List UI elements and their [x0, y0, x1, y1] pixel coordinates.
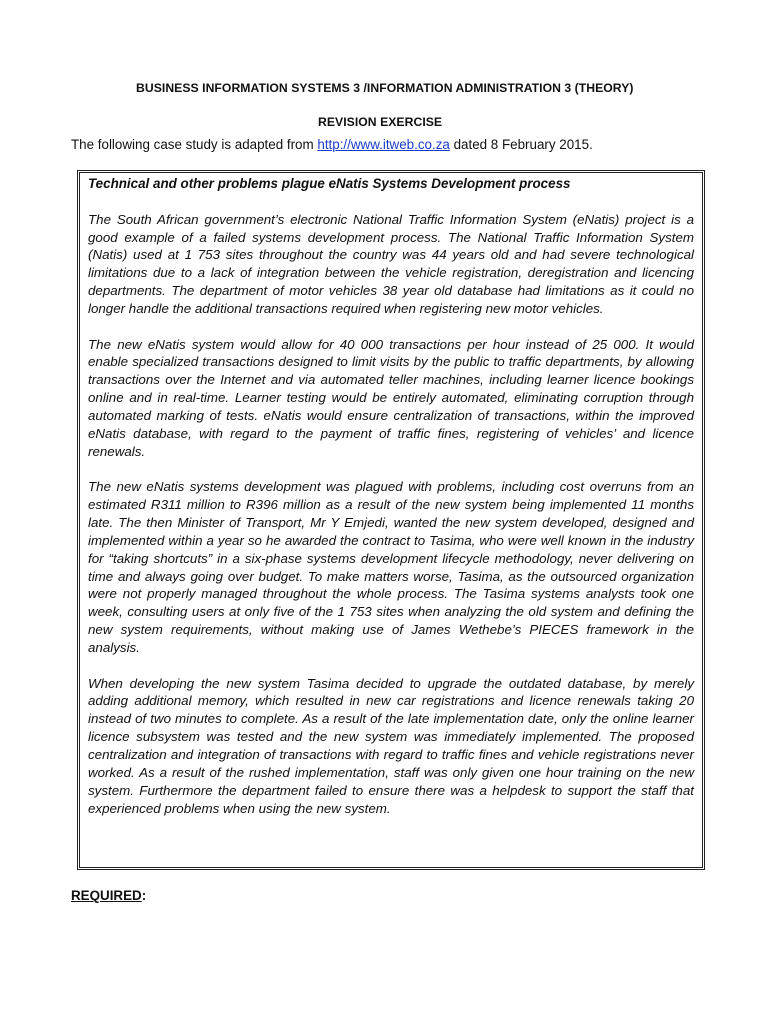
case-study-paragraph-3: The new eNatis systems development was plagued with problems, including cost overruns from an estimated R311 million to R396 million as a result of the new system being implemented 11 months late. The then Minister of Transport, Mr Y Emjedi, wanted the new system developed, designed and implemented within a year so he awarded the contract to Tasima, who were well known in the industry for “taking shortcuts” in a six-phase systems development lifecycle methodology, never delivering on time and always going over budget. To make matters worse, Tasima, as the outsourced organization were not properly managed throughout the whole process. The Tasima systems analysts took one week, consulting users at only five of the 1 753 sites when analyzing the old system and defining the new system requirements, without making use of James Wethebe’s PIECES framework in the analysis.	[88, 479, 694, 655]
course-title: BUSINESS INFORMATION SYSTEMS 3 /INFORMATION ADMINISTRATION 3 (THEORY)	[136, 81, 634, 95]
intro-date-text: dated 8 February 2015.	[449, 137, 593, 152]
source-link[interactable]: http://www.itweb.co.za	[317, 137, 450, 152]
required-heading	[71, 888, 146, 903]
case-study-box	[79, 172, 703, 868]
case-study-paragraph-4: When developing the new system Tasima decided to upgrade the outdated database, by merely adding additional memory, which resulted in new car registrations and licence renewals taking 20 instead of two minutes to complete. As a result of the late implementation date, only the online learner licence subsystem was tested and the new system was immediately implemented. The proposed centralization and integration of transactions with regard to traffic fines and vehicle registrations never worked. As a result of the rushed implementation, staff was only given one hour training on the new system. Furthermore the department failed to ensure there was a helpdesk to support the staff that experienced problems when using the new system.	[88, 675, 694, 816]
required-label: REQUIRED	[71, 888, 142, 903]
case-study-title: Technical and other problems plague eNatis Systems Development process	[88, 176, 571, 191]
intro-text: The following case study is adapted from	[71, 137, 318, 152]
required-colon: :	[141, 888, 147, 903]
case-study-paragraph-2: The new eNatis system would allow for 40 000 transactions per hour instead of 25 000. It would enable specialized transactions designed to limit visits by the public to traffic departments, by allowing transactions over the Internet and via automated teller machines, including learner licence bookings online and in real-time. Learner testing would be entirely automated, eliminating corruption through automated marking of tests. eNatis would ensure centralization of transactions, within the improved eNatis database, with regard to the payment of traffic fines, registering of vehicles’ and licence renewals.	[88, 336, 694, 459]
case-study-paragraph-1: The South African government’s electronic National Traffic Information System (eNatis) project is a good example of a failed systems development process. The National Traffic Information System (Natis) used at 1 753 sites throughout the country was 44 years old and had severe technological limitations due to a lack of integration between the vehicle registration, deregistration and licencing departments. The department of motor vehicles 38 year old database had limitations as it could no longer handle the additional transactions required when registering new motor vehicles.	[88, 211, 694, 316]
exercise-title: REVISION EXERCISE	[318, 115, 443, 129]
intro-line	[71, 137, 593, 152]
